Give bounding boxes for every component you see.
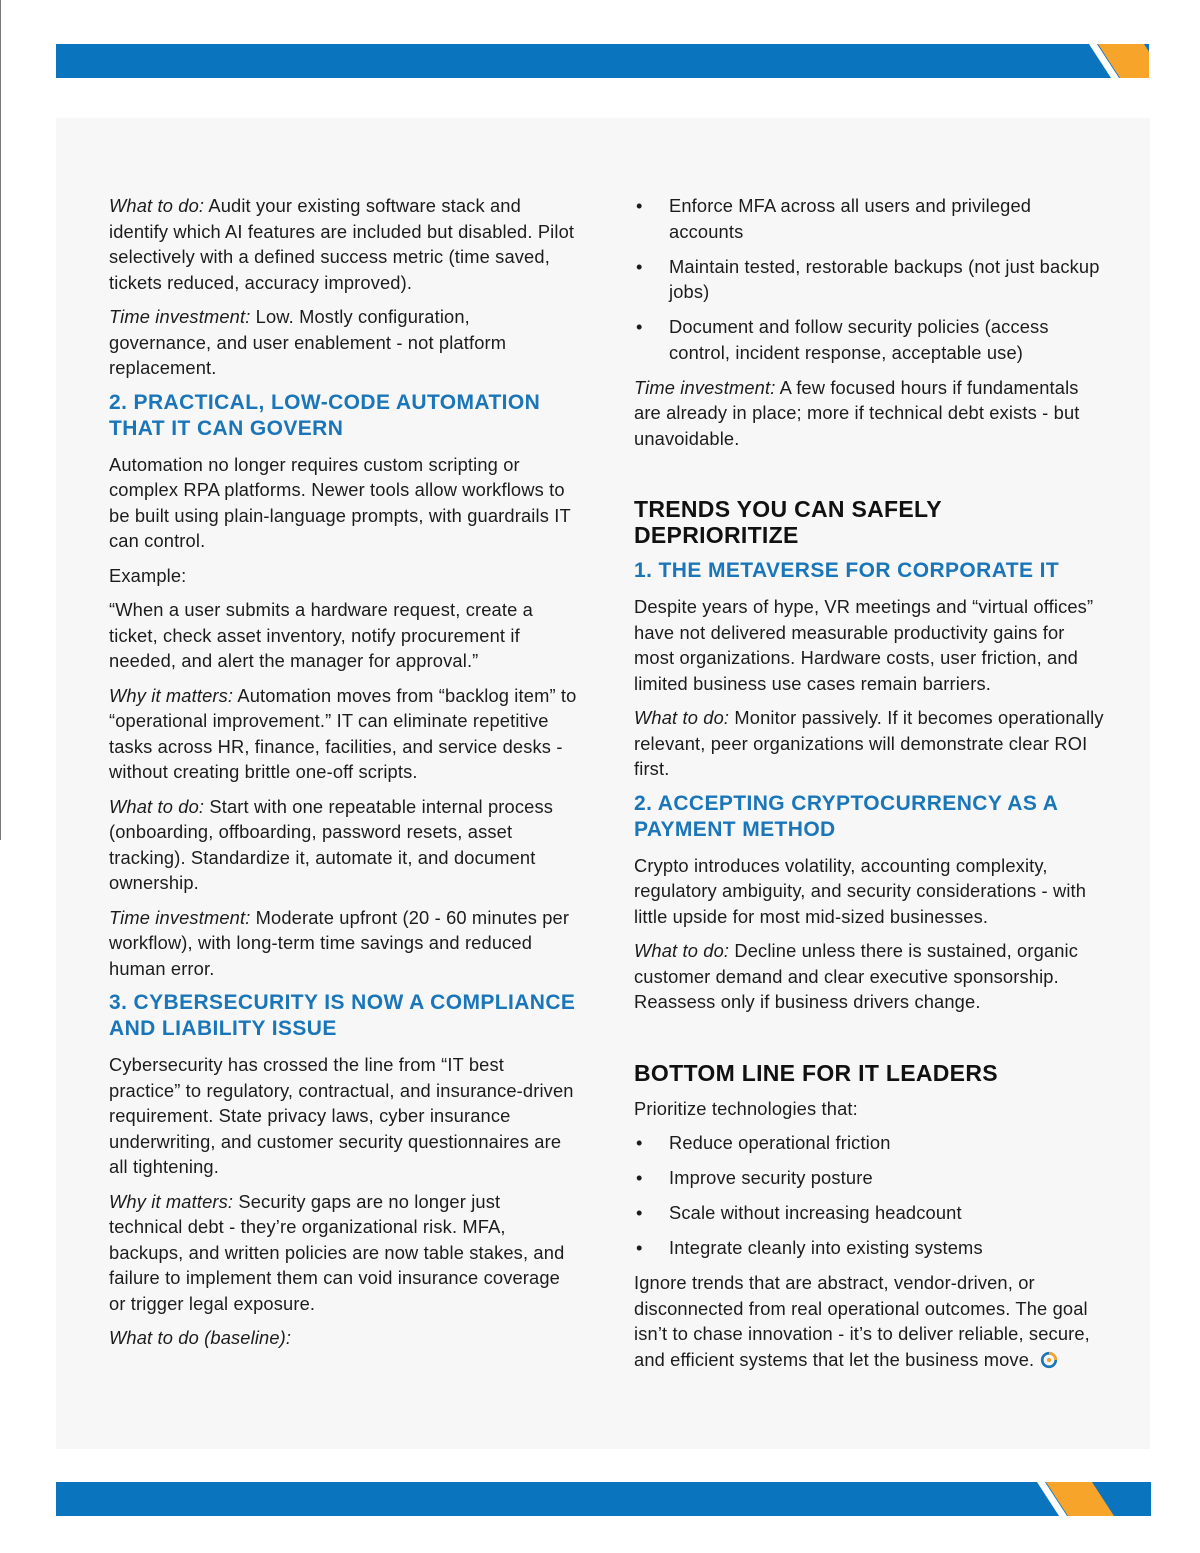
text: Ignore trends that are abstract, vendor-driven, or disconnected from real operational outcomes. The goal isn’t to chase innovation - it’s to deliver reliable, secure, and efficient systems that let the business move. — [634, 1272, 1090, 1370]
section3-intro: Cybersecurity has crossed the line from “IT best practice” to regulatory, contractual, and insurance-driven requirement. State privacy laws, cyber insurance underwriting, and customer security questionnaires are all tightening. — [109, 1054, 574, 1177]
section2-example-label: Example: — [109, 564, 187, 586]
list-item — [634, 1235, 1104, 1261]
label: What to do: — [634, 940, 730, 961]
section2-what — [109, 794, 577, 896]
list-item — [634, 254, 1104, 305]
list-item-text: Maintain tested, restorable backups (not just backup jobs) — [669, 255, 1100, 302]
bottom-line-heading: BOTTOM LINE FOR IT LEADERS — [634, 1059, 998, 1086]
list-item — [634, 1200, 1104, 1226]
text: Moderate upfront (20 - 60 minutes per workflow), with long-term time savings and reduced human error. — [109, 906, 570, 979]
metaverse-what — [634, 705, 1104, 782]
text: A few focused hours if fundamentals are already in place; more if technical debt exists - but unavoidable. — [634, 376, 1080, 449]
bullet-icon: • — [636, 316, 643, 337]
bullet-icon: • — [636, 195, 643, 216]
label: What to do: — [109, 195, 205, 216]
text: Automation moves from “backlog item” to “operational improvement.” IT can eliminate repetitive tasks across HR, finance, facilities, and service desks - without creating brittle one-off scripts. — [109, 684, 577, 782]
bullet-icon: • — [636, 255, 643, 277]
section2-heading: 2. PRACTICAL, LOW-CODE AUTOMATION THAT IT CAN GOVERN — [109, 390, 541, 440]
label: What to do (baseline): — [109, 1327, 292, 1348]
list-item — [634, 193, 1104, 244]
spacer — [634, 460, 1104, 496]
bullet-icon: • — [636, 1132, 643, 1153]
bottom-line-closing — [634, 1270, 1104, 1372]
text: Audit your existing software stack and identify which AI features are included but disabled. Pilot selectively with a defined success metric (time saved, tickets reduced, accuracy improved). — [109, 195, 575, 293]
list-item-text: Enforce MFA across all users and privileged accounts — [669, 195, 1032, 242]
metaverse-body: Despite years of hype, VR meetings and “virtual offices” have not delivered measurable productivity gains for most organizations. Hardware costs, user friction, and limited business use cases remain barriers. — [634, 596, 1094, 694]
text: Low. Mostly configuration, governance, and user enablement - not platform replacement. — [109, 306, 507, 378]
section2-time — [109, 905, 577, 982]
list-item-text: Improve security posture — [669, 1167, 873, 1188]
bullet-icon: • — [636, 1237, 643, 1258]
bullet-icon: • — [636, 1167, 643, 1188]
section2-example-quote: “When a user submits a hardware request, create a ticket, check asset inventory, notify procurement if needed, and alert the manager for approval.” — [109, 599, 533, 671]
crypto-body: Crypto introduces volatility, accounting complexity, regulatory ambiguity, and security considerations - with little upside for most mid-sized businesses. — [634, 854, 1087, 927]
crypto-heading: 2. ACCEPTING CRYPTOCURRENCY AS A PAYMENT METHOD — [634, 791, 1058, 841]
metaverse-heading: 1. THE METAVERSE FOR CORPORATE IT — [634, 559, 1060, 582]
label: What to do: — [109, 795, 205, 817]
bottom-line-intro: Prioritize technologies that: — [634, 1097, 858, 1119]
page-edge-line — [0, 0, 1, 840]
right-column — [634, 193, 1104, 1381]
list-item — [634, 1130, 1104, 1156]
baseline-time — [634, 375, 1104, 452]
ai-time-investment — [109, 304, 577, 381]
text: Security gaps are no longer just technical debt - they’re organizational risk. MFA, backups, and written policies are now table stakes, and failure to implement them can void insurance coverage or trigger legal exposure. — [109, 1190, 565, 1314]
label: What to do: — [634, 707, 730, 728]
crypto-what — [634, 938, 1104, 1015]
list-item-text: Integrate cleanly into existing systems — [669, 1237, 983, 1258]
list-item-text: Scale without increasing headcount — [669, 1202, 962, 1223]
section2-why — [109, 683, 577, 785]
label: Why it matters: — [109, 684, 234, 706]
baseline-list — [634, 193, 1104, 365]
bullet-icon: • — [636, 1202, 643, 1223]
footer-band — [56, 1482, 1151, 1516]
text: Start with one repeatable internal process (onboarding, offboarding, password resets, asset tracking). Standardize it, automate it, and document ownership. — [109, 795, 554, 893]
section3-heading: 3. CYBERSECURITY IS NOW A COMPLIANCE AND LIABILITY ISSUE — [109, 991, 576, 1040]
label: Why it matters: — [109, 1190, 234, 1212]
section3-why — [109, 1189, 577, 1317]
list-item — [634, 1165, 1104, 1191]
logo-mark-icon — [1040, 1351, 1058, 1369]
header-band — [56, 44, 1149, 78]
text: Monitor passively. If it becomes operationally relevant, peer organizations will demonstrate clear ROI first. — [634, 707, 1104, 779]
label: Time investment: — [109, 906, 251, 928]
section2-intro: Automation no longer requires custom scripting or complex RPA platforms. Newer tools allow workflows to be built using plain-language prompts, with guardrails IT can control. — [109, 453, 571, 551]
spacer — [634, 1024, 1104, 1060]
list-item — [634, 314, 1104, 365]
left-column — [109, 193, 577, 1360]
list-item-text: Reduce operational friction — [669, 1132, 891, 1153]
text: Decline unless there is sustained, organic customer demand and clear executive sponsorship. Reassess only if business drivers change. — [634, 940, 1079, 1012]
section3-baseline-label — [109, 1325, 577, 1351]
list-item-text: Document and follow security policies (access control, incident response, acceptable use) — [669, 316, 1049, 363]
deprioritize-heading: TRENDS YOU CAN SAFELY DEPRIORITIZE — [634, 496, 942, 548]
ai-what-to-do — [109, 193, 577, 295]
label: Time investment: — [109, 306, 251, 327]
priority-list — [634, 1130, 1104, 1261]
label: Time investment: — [634, 376, 776, 398]
